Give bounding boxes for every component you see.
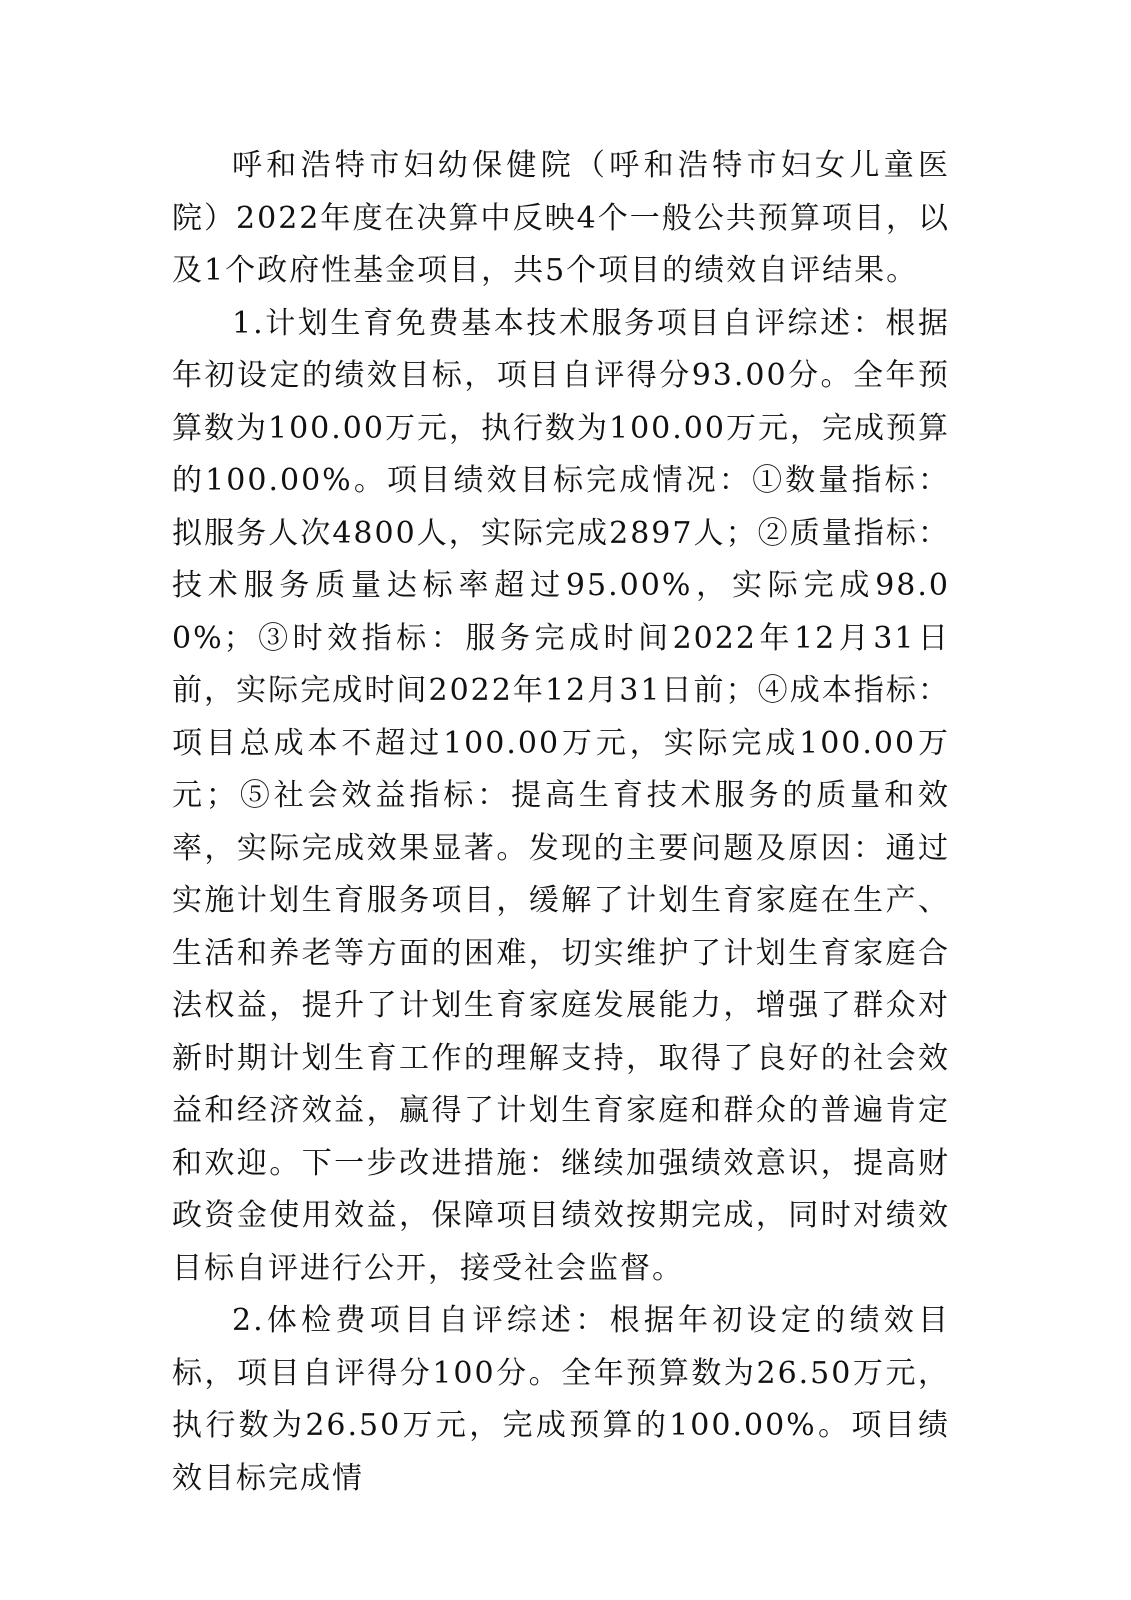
paragraph-project-2: 2.体检费项目自评综述：根据年初设定的绩效目标，项目自评得分100分。全年预算数为26.50万元，执行数为26.50万元，完成预算的100.00%。项目绩效目标完成情 [172,1303,950,1496]
paragraph-intro: 呼和浩特市妇幼保健院（呼和浩特市妇女儿童医院）2022年度在决算中反映4个一般公共预算项目，以及1个政府性基金项目，共5个项目的绩效自评结果。 [172,148,950,288]
paragraph-project-1: 1.计划生育免费基本技术服务项目自评综述：根据年初设定的绩效目标，项目自评得分93.00分。全年预算数为100.00万元，执行数为100.00万元，完成预算的100.00%。项目绩效目标完成情况：①数量指标：拟服务人次4800人，实际完成2897人；②质量指标：技术服务质量达标率超过95.00%，实际完成98.00%；③时效指标：服务完成时间2022年12月31日前，实际完成时间2022年12月31日前；④成本指标：项目总成本不超过100.00万元，实际完成100.00万元；⑤社会效益指标：提高生育技术服务的质量和效率，实际完成效果显著。发现的主要问题及原因：通过实施计划生育服务项目，缓解了计划生育家庭在生产、生活和养老等方面的困难，切实维护了计划生育家庭合法权益，提升了计划生育家庭发展能力，增强了群众对新时期计划生育工作的理解支持，取得了良好的社会效益和经济效益，赢得了计划生育家庭和群众的普遍肯定和欢迎。下一步改进措施：继续加强绩效意识，提高财政资金使用效益，保障项目绩效按期完成，同时对绩效目标自评进行公开，接受社会监督。 [172,305,950,1286]
document-body [172,140,950,1505]
